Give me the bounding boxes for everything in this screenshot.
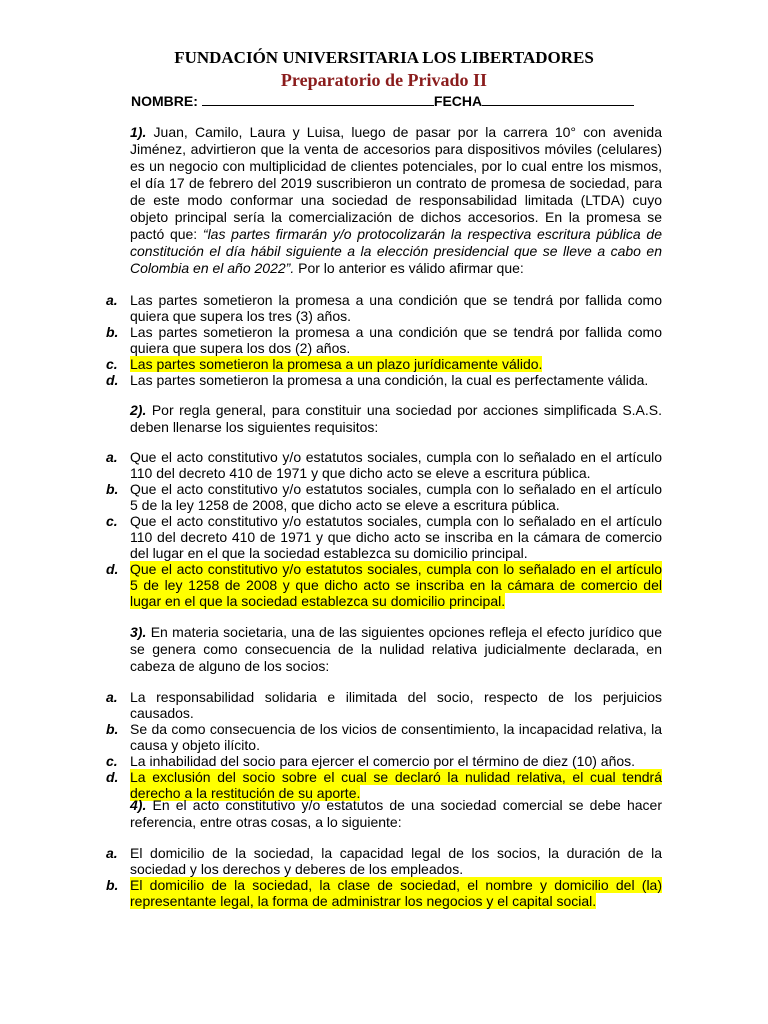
option-c (106, 513, 662, 561)
question-2 (130, 402, 662, 436)
option-c (106, 356, 662, 372)
question-text: Juan, Camilo, Laura y Luisa, luego de pasar por la carrera 10° con avenida Jiménez, advirtieron que la venta de accesorios para dispositivos móviles (celulares) es un negocio con multiplicidad de clientes potenciales, por lo cual entre los mismos, el día 17 de febrero del 2019 suscribieron un contrato de promesa de sociedad, para de este modo conformar una sociedad de responsabilidad limitada (LTDA) cuyo objeto principal sería la comercialización de dichos accesorios. En la promesa se pactó que: (130, 124, 662, 242)
option-d (106, 561, 662, 609)
question-number: 2). (130, 402, 147, 418)
option-d (106, 372, 662, 388)
question-quote: “las partes firmarán y/o protocolizarán la respectiva escritura pública de constitución el día hábil siguiente a la elección presidencial que se lleve a cabo en Colombia en el año 2022”. (130, 226, 662, 276)
option-letter: b. (106, 481, 119, 497)
option-letter: a. (106, 449, 118, 465)
option-a (106, 449, 662, 481)
option-text: Se da como consecuencia de los vicios de consentimiento, la incapacidad relativa, la causa y objeto ilícito. (130, 721, 662, 753)
option-b (106, 324, 662, 356)
option-letter: c. (106, 513, 118, 529)
question-tail: Por lo anterior es válido afirmar que: (294, 260, 524, 276)
institution-title: FUNDACIÓN UNIVERSITARIA LOS LIBERTADORES (174, 48, 594, 67)
option-text: El domicilio de la sociedad, la capacidad legal de los socios, la duración de la sociedad y los derechos y deberes de los empleados. (130, 845, 662, 877)
option-text: La inhabilidad del socio para ejercer el comercio por el término de diez (10) años. (130, 753, 636, 769)
name-label: NOMBRE: (131, 93, 198, 109)
question-number: 4). (130, 797, 147, 813)
option-text-highlighted: La exclusión del socio sobre el cual se declaró la nulidad relativa, el cual tendrá derecho a la restitución de su aporte. (130, 769, 662, 801)
option-letter: d. (106, 561, 119, 577)
option-letter: d. (106, 769, 119, 785)
question-text: En materia societaria, una de las siguientes opciones refleja el efecto jurídico que se genera como consecuencia de la nulidad relativa judicialmente declarada, en cabeza de alguno de los socios: (130, 624, 662, 674)
date-label: FECHA (433, 93, 483, 109)
option-letter: b. (106, 877, 119, 893)
option-c (106, 753, 662, 769)
question-4 (130, 797, 662, 831)
question-1 (130, 124, 662, 277)
option-text: Que el acto constitutivo y/o estatutos sociales, cumpla con lo señalado en el artículo 110 del decreto 410 de 1971 y que dicho acto se inscriba en la cámara de comercio del lugar en el que la sociedad establezca su domicilio principal. (130, 513, 662, 561)
option-letter: b. (106, 324, 119, 340)
option-letter: d. (106, 372, 119, 388)
option-a (106, 292, 662, 324)
question-number: 1). (130, 124, 147, 140)
option-letter: a. (106, 845, 118, 861)
option-text-highlighted: Las partes sometieron la promesa a un plazo jurídicamente válido. (130, 356, 543, 372)
option-text-highlighted: Que el acto constitutivo y/o estatutos sociales, cumpla con lo señalado en el artículo 5 de ley 1258 de 2008 y que dicho acto se inscriba en la cámara de comercio del lugar en el que la sociedad establezca su domicilio principal. (130, 561, 662, 609)
name-field-blank (202, 92, 434, 106)
question-number: 3). (130, 624, 147, 640)
option-text-highlighted: El domicilio de la sociedad, la clase de sociedad, el nombre y domicilio del (la) representante legal, la forma de administrar los negocios y el capital social. (130, 877, 662, 909)
option-b (106, 877, 662, 909)
student-info-line (131, 92, 634, 109)
option-a (106, 689, 662, 721)
option-letter: c. (106, 356, 118, 372)
option-text: La responsabilidad solidaria e ilimitada del socio, respecto de los perjuicios causados. (130, 689, 662, 721)
options-list-3 (106, 689, 662, 801)
option-text: Las partes sometieron la promesa a una condición que se tendrá por fallida como quiera que supera los tres (3) años. (130, 292, 662, 324)
option-text: Que el acto constitutivo y/o estatutos sociales, cumpla con lo señalado en el artículo 110 del decreto 410 de 1971 y que dicho acto se eleve a escritura pública. (130, 449, 662, 481)
question-3 (130, 624, 662, 675)
option-letter: c. (106, 753, 118, 769)
options-list-2 (106, 449, 662, 609)
date-field-blank (482, 92, 634, 106)
option-text: Las partes sometieron la promesa a una condición que se tendrá por fallida como quiera que supera los dos (2) años. (130, 324, 662, 356)
option-b (106, 481, 662, 513)
options-list-1 (106, 292, 662, 388)
question-text: En el acto constitutivo y/o estatutos de una sociedad comercial se debe hacer referencia, entre otras cosas, a lo siguiente: (130, 797, 662, 830)
option-letter: b. (106, 721, 119, 737)
course-subtitle: Preparatorio de Privado II (280, 70, 488, 90)
option-text: Las partes sometieron la promesa a una condición, la cual es perfectamente válida. (130, 372, 649, 388)
option-text: Que el acto constitutivo y/o estatutos sociales, cumpla con lo señalado en el artículo 5 de la ley 1258 de 2008, que dicho acto se eleve a escritura pública. (130, 481, 662, 513)
options-list-4 (106, 845, 662, 909)
option-b (106, 721, 662, 753)
option-letter: a. (106, 689, 118, 705)
option-letter: a. (106, 292, 118, 308)
question-text: Por regla general, para constituir una sociedad por acciones simplificada S.A.S. deben llenarse los siguientes requisitos: (130, 402, 662, 435)
option-a (106, 845, 662, 877)
